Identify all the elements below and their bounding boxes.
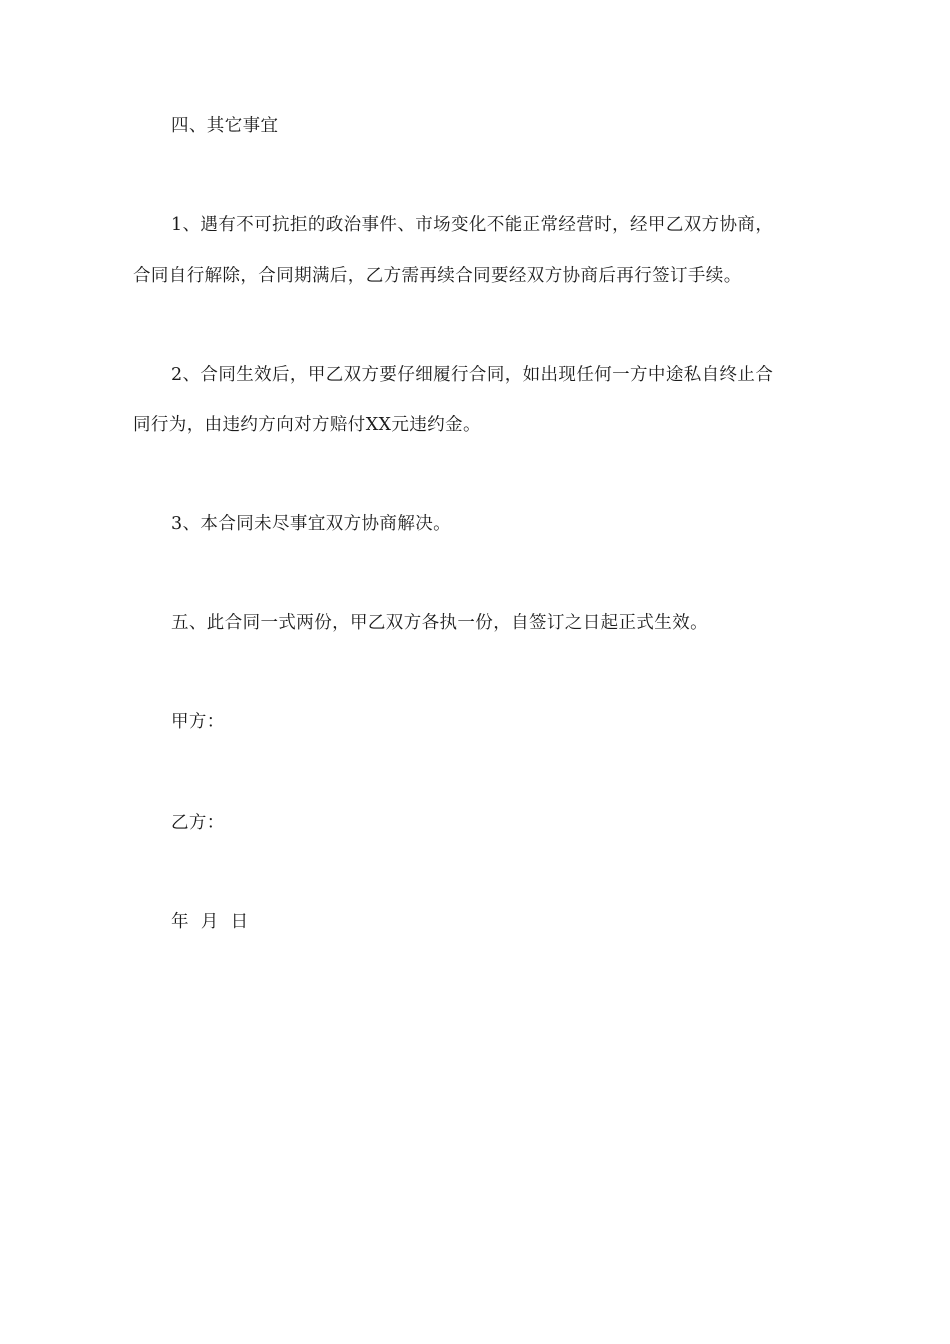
clause-1-line-2: 合同自行解除，合同期满后，乙方需再续合同要经双方协商后再行签订手续。 — [133, 266, 742, 286]
section-five-text: 五、此合同一式两份，甲乙双方各执一份，自签订之日起正式生效。 — [171, 613, 708, 633]
section-four-heading: 四、其它事宜 — [171, 116, 279, 136]
clause-3-line-1: 3、本合同未尽事宜双方协商解决。 — [171, 514, 452, 534]
clause-1-line-1: 1、遇有不可抗拒的政治事件、市场变化不能正常经营时，经甲乙双方协商， — [171, 215, 774, 235]
signature-date-label: 年 月 日 — [171, 912, 249, 932]
clause-2-line-2: 同行为，由违约方向对方赔付XX元违约金。 — [133, 415, 481, 435]
party-a-signature-label: 甲方： — [171, 712, 225, 732]
party-b-signature-label: 乙方： — [171, 813, 225, 833]
clause-2-line-1: 2、合同生效后，甲乙双方要仔细履行合同，如出现任何一方中途私自终止合 — [171, 365, 774, 385]
